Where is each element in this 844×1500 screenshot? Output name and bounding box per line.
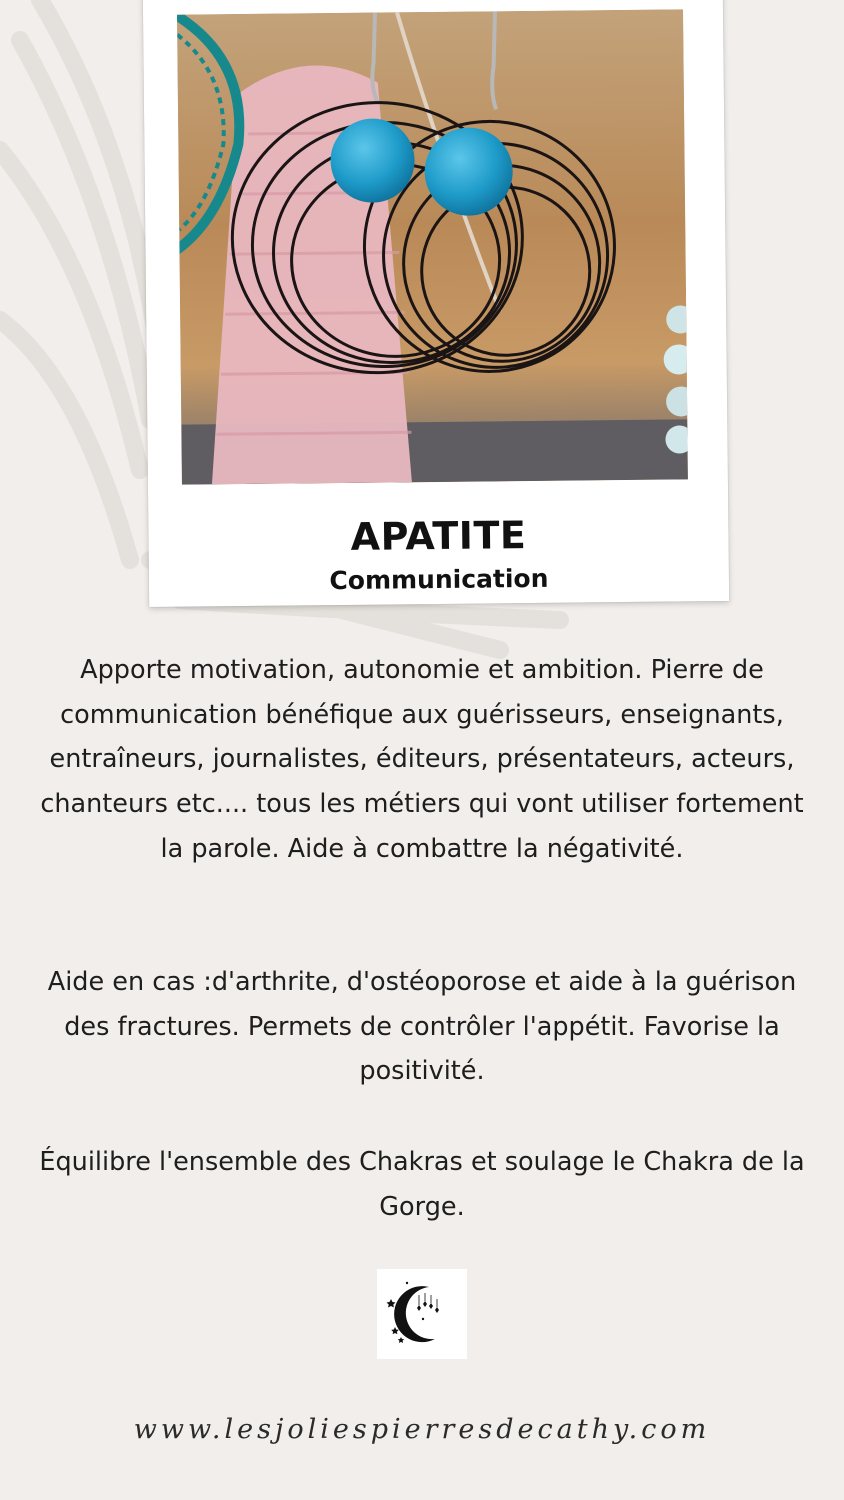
crescent-moon-logo [377, 1269, 467, 1359]
description-paragraph-2: Aide en cas :d'arthrite, d'ostéoporose et aide à la guérison des fractures. Permets de contrôler l'appétit. Favorise la positivité. [47, 967, 797, 1087]
earrings-photo [177, 9, 688, 484]
description-paragraph-1: Apporte motivation, autonomie et ambition. Pierre de communication bénéfique aux guérisseurs, enseignants, entraîneurs, journalistes, éditeurs, présentateurs, acteurs, chanteurs etc.... tous les métiers qui vont utiliser fortement la parole. Aide à combattre la négativité. [40, 655, 804, 864]
earrings-illustration [177, 9, 688, 484]
website-link[interactable]: www.lesjoliespierresdecathy.com [133, 1414, 711, 1445]
stone-title: APATITE [350, 513, 527, 559]
polaroid-card [143, 0, 729, 607]
stone-subtitle: Communication [329, 563, 549, 596]
crescent-moon-icon [377, 1269, 467, 1359]
description-paragraph-3: Équilibre l'ensemble des Chakras et soulage le Chakra de la Gorge. [39, 1147, 805, 1222]
